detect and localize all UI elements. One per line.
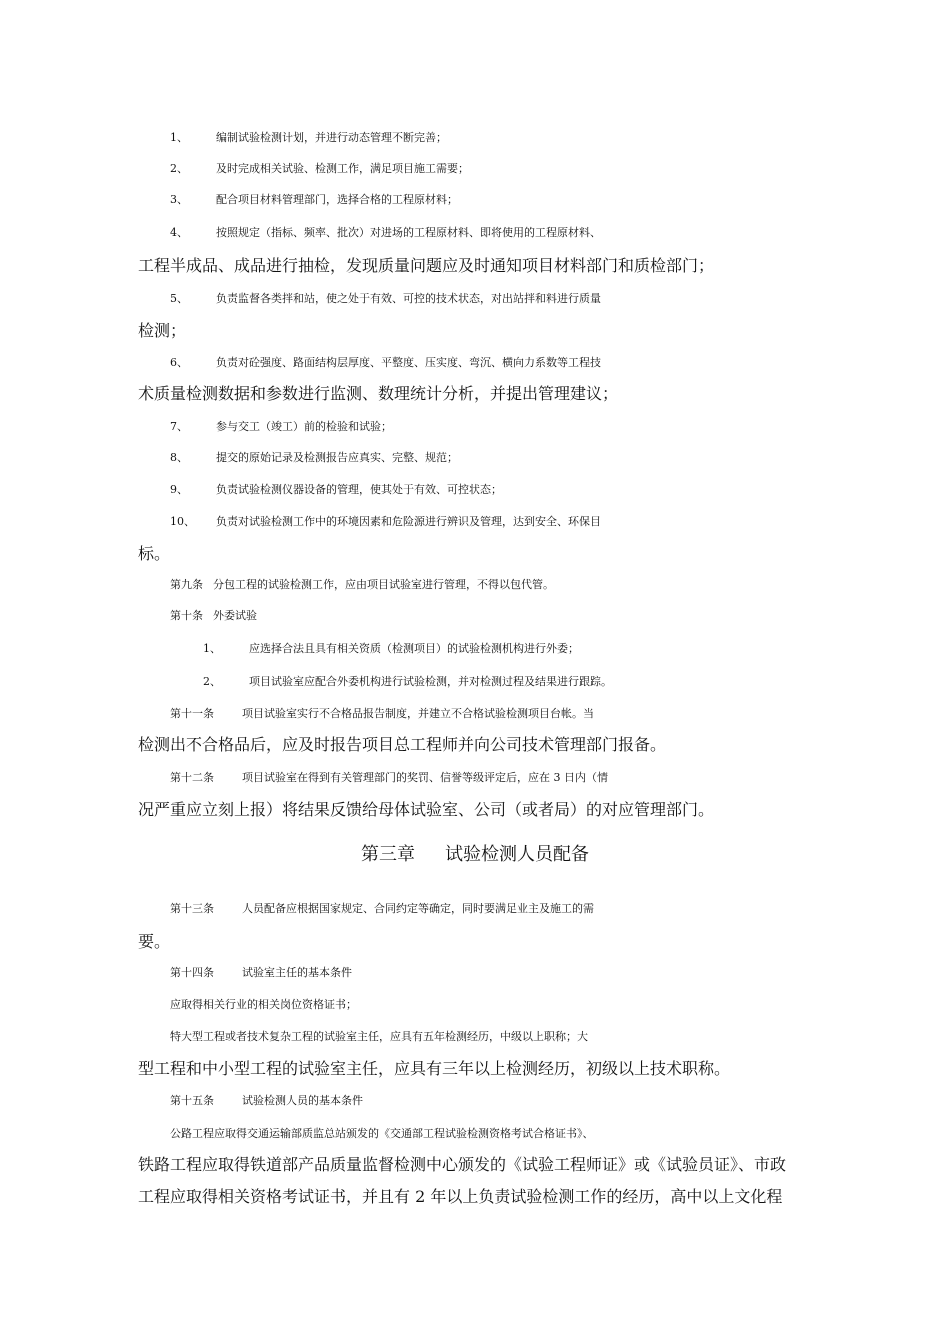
article-15: 第十五条 试验检测人员的基本条件 [170, 1094, 363, 1107]
article-9: 第九条 分包工程的试验检测工作，应由项目试验室进行管理，不得以包代管。 [170, 578, 554, 591]
list-item-continuation: 标。 [138, 544, 171, 563]
list-item: 8、 提交的原始记录及检测报告应真实、完整、规范； [170, 451, 458, 464]
article-11: 第十一条 项目试验室实行不合格品报告制度，并建立不合格试验检测项目台帐。当 [170, 707, 594, 720]
paragraph: 应取得相关行业的相关岗位资格证书； [170, 998, 357, 1011]
list-item: 1、 编制试验检测计划，并进行动态管理不断完善； [170, 131, 447, 144]
article-continuation: 要。 [138, 932, 171, 951]
chapter-heading: 第三章 试验检测人员配备 [361, 844, 589, 865]
list-item: 7、 参与交工（竣工）前的检验和试验； [170, 420, 392, 433]
paragraph: 公路工程应取得交通运输部质监总站颁发的《交通部工程试验检测资格考试合格证书》、 [170, 1127, 594, 1140]
sub-list-item: 2、 项目试验室应配合外委机构进行试验检测，并对检测过程及结果进行跟踪。 [203, 675, 612, 688]
article-continuation: 况严重应立刻上报）将结果反馈给母体试验室、公司（或者局）的对应管理部门。 [138, 800, 715, 819]
sub-list-item: 1、 应选择合法且具有相关资质（检测项目）的试验检测机构进行外委； [203, 642, 579, 655]
article-10: 第十条 外委试验 [170, 609, 257, 622]
list-item: 2、 及时完成相关试验、检测工作，满足项目施工需要； [170, 162, 469, 175]
list-item-continuation: 术质量检测数据和参数进行监测、数理统计分析，并提出管理建议； [138, 384, 619, 403]
list-item-continuation: 检测； [138, 321, 187, 340]
list-item: 10、 负责对试验检测工作中的环境因素和危险源进行辨识及管理，达到安全、环保目 [170, 515, 601, 528]
list-item-continuation: 工程半成品、成品进行抽检，发现质量问题应及时通知项目材料部门和质检部门； [138, 256, 715, 275]
list-item: 6、 负责对砼强度、路面结构层厚度、平整度、压实度、弯沉、横向力系数等工程技 [170, 356, 601, 369]
list-item: 9、 负责试验检测仪器设备的管理，使其处于有效、可控状态； [170, 483, 502, 496]
list-item: 5、 负责监督各类拌和站，使之处于有效、可控的技术状态，对出站拌和料进行质量 [170, 292, 601, 305]
article-13: 第十三条 人员配备应根据国家规定、合同约定等确定，同时要满足业主及施工的需 [170, 902, 594, 915]
list-item: 4、 按照规定（指标、频率、批次）对进场的工程原材料、即将使用的工程原材料、 [170, 226, 601, 239]
article-12: 第十二条 项目试验室在得到有关管理部门的奖罚、信誉等级评定后，应在 3 日内（情 [170, 771, 608, 784]
paragraph: 特大型工程或者技术复杂工程的试验室主任，应具有五年检测经历，中级以上职称；大 [170, 1030, 588, 1043]
paragraph-continuation: 型工程和中小型工程的试验室主任，应具有三年以上检测经历，初级以上技术职称。 [138, 1059, 731, 1078]
paragraph-continuation: 铁路工程应取得铁道部产品质量监督检测中心颁发的《试验工程师证》或《试验员证》、市政 [138, 1155, 787, 1174]
article-14: 第十四条 试验室主任的基本条件 [170, 966, 352, 979]
paragraph-continuation: 工程应取得相关资格考试证书，并且有 2 年以上负责试验检测工作的经历，高中以上文化程 [138, 1187, 783, 1206]
list-item: 3、 配合项目材料管理部门，选择合格的工程原材料； [170, 193, 458, 206]
article-continuation: 检测出不合格品后，应及时报告项目总工程师并向公司技术管理部门报备。 [138, 735, 667, 754]
